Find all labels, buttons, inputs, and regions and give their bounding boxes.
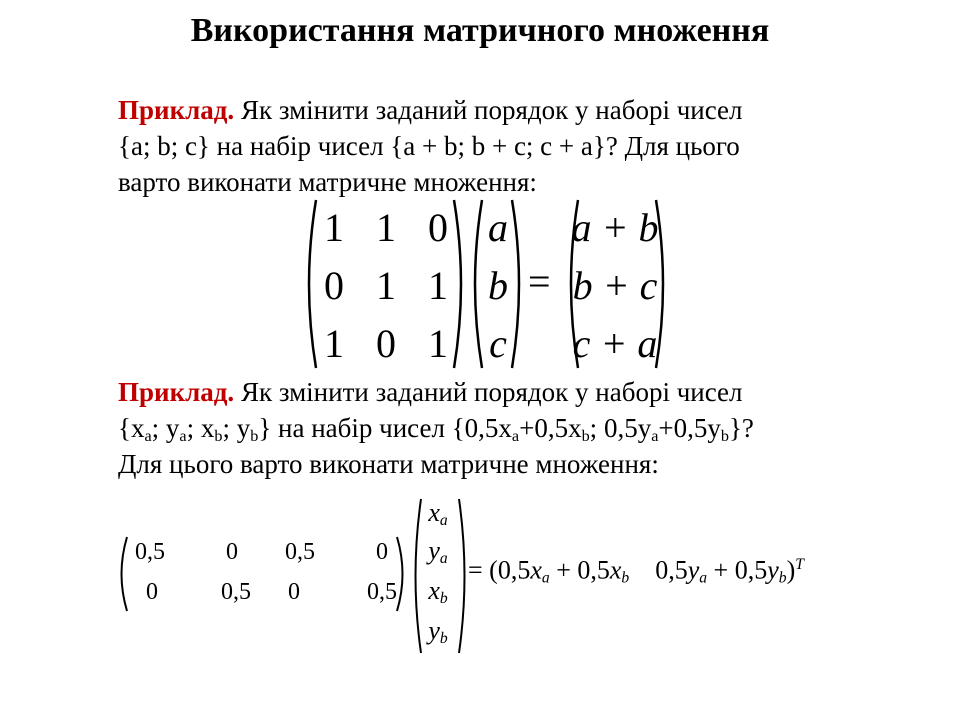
result-c-plus-a: c + a [572, 321, 658, 366]
vector-xa: $x_a$ [428, 498, 448, 529]
m2-r1c2: 0 [226, 539, 238, 565]
vector-xb: $x_b$ [428, 576, 448, 607]
example-2-line-3: Для цього варто виконати матричне множення: [118, 449, 659, 479]
m2-r2c4: 0,5 [367, 579, 397, 605]
m2-r2c2: 0,5 [221, 579, 251, 605]
matrix-equation-2 [112, 494, 872, 660]
m1-r1c2: 1 [376, 205, 396, 250]
m1-r2c1: 0 [324, 263, 344, 308]
example-1-line-2: {a; b; c} на набір чисел {a + b; b + c; c + a}? Для цього [118, 131, 740, 161]
example-1-line-3: варто виконати матричне множення: [118, 167, 537, 197]
m1-r1c1: 1 [324, 205, 344, 250]
example-2-line-1: Приклад. Як змінити заданий порядок у наборі чисел [118, 377, 743, 407]
m1-r2c3: 1 [428, 263, 448, 308]
page-title: Використання матричного множення [190, 12, 770, 49]
m2-r1c3: 0,5 [285, 539, 315, 565]
matrix-equation-1 [300, 196, 680, 372]
m2-r1c4: 0 [376, 539, 388, 565]
vector-c: c [489, 321, 507, 366]
m2-equals-sign: = [468, 555, 483, 585]
m1-r2c2: 1 [376, 263, 396, 308]
vector-a: a [488, 205, 508, 250]
equals-sign: = [528, 259, 551, 304]
vector-yb: $y_b$ [428, 616, 448, 647]
vector-b: b [488, 263, 508, 308]
result-b-plus-c: b + c [572, 263, 658, 308]
m2-r1c1: 0,5 [135, 539, 165, 565]
m2-r2c1: 0 [146, 579, 158, 605]
m1-r1c3: 0 [428, 205, 448, 250]
example-2-line-2: {$x_a$; $y_a$; $x_b$; $y_b$} на набір чисел {$0,5x_a+0,5x_b$; $0,5y_a+0,5y_b$}? [118, 413, 754, 446]
example-1-line-1: Приклад. Як змінити заданий порядок у наборі чисел [118, 95, 743, 125]
result-a-plus-b: a + b [571, 205, 659, 250]
m1-r3c3: 1 [428, 321, 448, 366]
result-row-transposed: = ($0,5x_a + 0,5x_b$ $0,5y_a + 0,5y_b)^T$ [468, 555, 804, 587]
example-2-label: Приклад. [118, 377, 235, 407]
m1-r3c1: 1 [324, 321, 344, 366]
example-2-text [118, 374, 878, 482]
example-1-label: Приклад. [118, 95, 235, 125]
vector-ya: $y_a$ [428, 536, 448, 567]
example-1-text [118, 92, 878, 200]
m1-r3c2: 0 [376, 321, 396, 366]
m2-r2c3: 0 [288, 579, 300, 605]
